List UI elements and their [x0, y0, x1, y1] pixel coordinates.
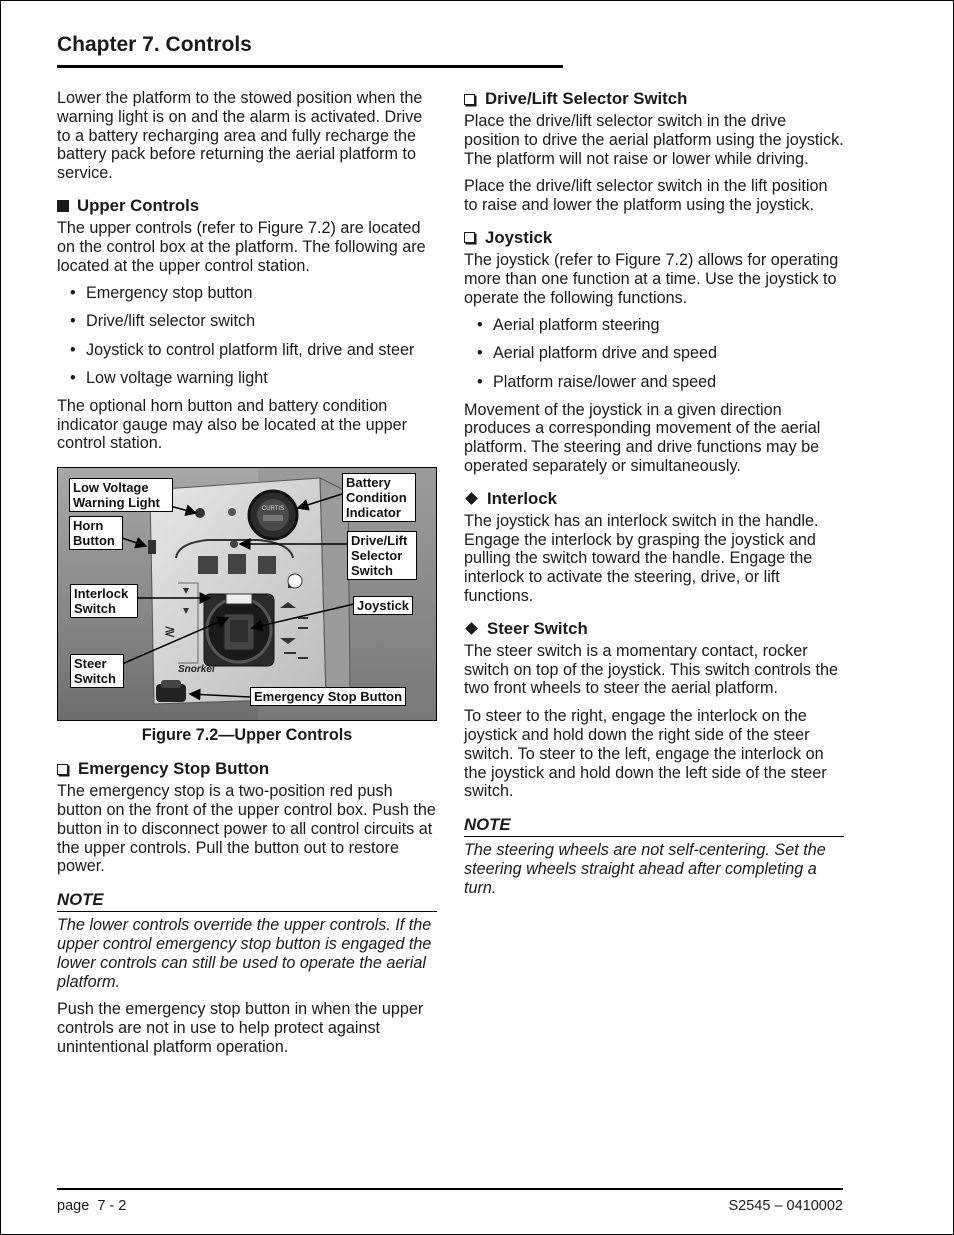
- callout-emergency-stop: Emergency Stop Button: [250, 687, 406, 706]
- diamond-icon: [465, 492, 478, 505]
- footer-rule: [57, 1188, 843, 1190]
- drive-lift-heading: Drive/Lift Selector Switch: [464, 89, 844, 109]
- joystick-paragraph: The joystick (refer to Figure 7.2) allows for operating more than one function at a time. Use the joystick to operate the following functions.: [464, 250, 839, 307]
- header-rule: [57, 65, 563, 68]
- callout-drive-lift: Drive/Lift Selector Switch: [347, 531, 417, 580]
- steer-paragraph-1: The steer switch is a momentary contact, rocker switch on top of the joystick. This switch controls the two front wheels to steer the aerial platform.: [464, 641, 838, 698]
- intro-paragraph: Lower the platform to the stowed position when the warning light is on and the alarm is activated. Drive to a battery recharging area and fully recharge the battery pack before returning the aerial platform to service.: [57, 89, 423, 183]
- interlock-paragraph: The joystick has an interlock switch in the handle. Engage the interlock by grasping the joystick and pulling the switch toward the handle. Engage the interlock to activate the steering, drive, or lift functions.: [464, 511, 819, 606]
- note-text: The steering wheels are not self-centering. Set the steering wheels straight ahead after completing a turn.: [464, 841, 826, 897]
- gauge-label: CURTIS: [261, 506, 285, 513]
- upper-controls-figure: [57, 467, 437, 721]
- left-column: [57, 89, 437, 1066]
- upper-controls-list: [57, 284, 437, 387]
- drive-lift-paragraph-1: Place the drive/lift selector switch in the drive position to drive the aerial platform using the joystick. The platform will not raise or lower while driving.: [464, 112, 844, 168]
- note-text: The lower controls override the upper controls. If the upper control emergency stop button is engaged the lower controls can still be used to operate the aerial platform.: [57, 916, 432, 991]
- callout-battery: Battery Condition Indicator: [342, 473, 416, 522]
- list-item: • Aerial platform drive and speed: [464, 344, 844, 363]
- list-item: • Aerial platform steering: [464, 316, 844, 335]
- list-item: • Emergency stop button: [57, 284, 437, 303]
- note-label: NOTE: [57, 890, 437, 912]
- upper-controls-paragraph-2: The optional horn button and battery condition indicator gauge may also be located at the upper control station.: [57, 396, 408, 453]
- steer-switch-heading: Steer Switch: [464, 619, 844, 639]
- drive-lift-paragraph-2: Place the drive/lift selector switch in the lift position to raise and lower the platform using the joystick.: [464, 177, 828, 215]
- list-item: • Drive/lift selector switch: [57, 312, 437, 331]
- list-item: • Platform raise/lower and speed: [464, 373, 844, 392]
- chapter-title: Chapter 7. Controls: [57, 33, 252, 56]
- open-square-icon: [464, 94, 475, 105]
- callout-steer: Steer Switch: [70, 654, 124, 688]
- list-item: • Joystick to control platform lift, drive and steer: [57, 341, 437, 360]
- interlock-heading: Interlock: [464, 489, 844, 509]
- list-item: • Low voltage warning light: [57, 369, 437, 388]
- open-square-icon: [57, 764, 68, 775]
- upper-controls-heading: Upper Controls: [57, 196, 437, 216]
- upper-controls-paragraph: The upper controls (refer to Figure 7.2) are located on the control box at the platform. The following are located at the upper control station.: [57, 218, 426, 275]
- svg-text:≷: ≷: [164, 623, 176, 640]
- page-number: page 7 - 2: [57, 1198, 127, 1214]
- document-number: S2545 – 0410002: [728, 1198, 843, 1214]
- joystick-paragraph-2: Movement of the joystick in a given direction produces a corresponding movement of the aerial platform. The steering and drive functions may be operated separately or simultaneously.: [464, 400, 821, 476]
- open-square-icon: [464, 232, 475, 243]
- diamond-icon: [465, 622, 478, 635]
- emergency-stop-heading: Emergency Stop Button: [57, 759, 437, 779]
- joystick-heading: Joystick: [464, 228, 844, 248]
- figure-caption: Figure 7.2—Upper Controls: [141, 726, 353, 745]
- brand-label: Snorkel: [178, 664, 215, 676]
- note-label: NOTE: [464, 815, 844, 837]
- callout-joystick: Joystick: [353, 596, 413, 615]
- emergency-stop-paragraph: The emergency stop is a two-position red push button on the front of the upper control box. Push the button in to disconnect power to all control circuits at the upper controls. Pull the button out to restore power.: [57, 782, 436, 876]
- steer-paragraph-2: To steer to the right, engage the interlock on the joystick and hold down the right side of the steer switch. To steer to the left, engage the interlock on the joystick and hold down the left side of the steer switch.: [464, 707, 827, 801]
- callout-interlock: Interlock Switch: [70, 584, 138, 618]
- callout-horn: Horn Button: [69, 516, 123, 550]
- callout-low-voltage: Low Voltage Warning Light: [69, 478, 173, 512]
- joystick-list: [464, 316, 844, 391]
- emergency-stop-paragraph-2: Push the emergency stop button in when the upper controls are not in use to help protect against unintentional platform operation.: [57, 1000, 424, 1056]
- filled-square-icon: [57, 200, 69, 212]
- right-column: [464, 89, 844, 907]
